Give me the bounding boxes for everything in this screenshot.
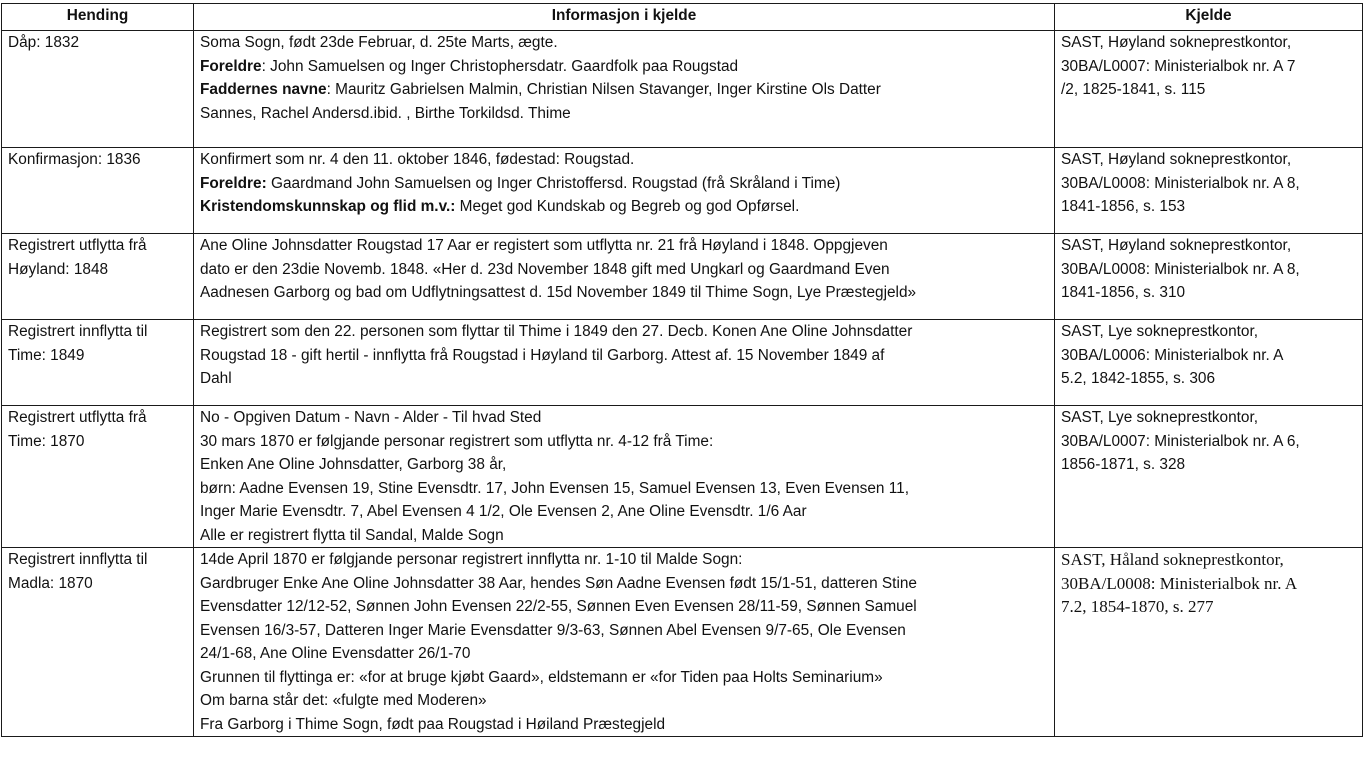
table-row <box>2 234 1363 320</box>
info-text: Alle er registrert flytta til Sandal, Malde Sogn <box>200 526 504 544</box>
info-text: Om barna står det: «fulgte med Moderen» <box>200 692 487 709</box>
info-label: Foreldre <box>200 57 262 75</box>
event-line: Konfirmasjon: 1836 <box>8 151 141 168</box>
info-line <box>200 78 1048 102</box>
info-line <box>200 344 1048 368</box>
info-line <box>200 453 1048 477</box>
event-cell <box>2 148 194 234</box>
info-cell <box>194 31 1055 148</box>
info-line <box>200 595 1048 619</box>
info-line <box>200 406 1048 430</box>
info-text: Aadnesen Garborg og bad om Udflytningsattest d. 15d November 1849 til Thime Sogn, Lye Præstegjeld» <box>200 284 917 301</box>
info-line <box>200 172 1048 196</box>
info-line <box>200 713 1048 737</box>
event-line: Registrert utflytta frå <box>8 409 147 426</box>
info-label: Kristendomskunnskap og flid m.v.: <box>200 198 456 215</box>
info-cell <box>194 548 1055 737</box>
info-line <box>200 689 1048 713</box>
source-line: SAST, Lye sokneprestkontor, <box>1061 323 1259 340</box>
event-line: Høyland: 1848 <box>8 260 109 278</box>
event-line: Madla: 1870 <box>8 574 93 592</box>
source-line: 7.2, 1854-1870, s. 277 <box>1061 597 1214 616</box>
info-text: Soma Sogn, født 23de Februar, d. 25te Marts, ægte. <box>200 34 558 51</box>
event-cell <box>2 406 194 548</box>
info-text: Sannes, Rachel Andersd.ibid. , Birthe Torkildsd. Thime <box>200 104 571 122</box>
table-row <box>2 406 1363 548</box>
records-table <box>1 3 1363 737</box>
info-text: Fra Garborg i Thime Sogn, født paa Rougstad i Høiland Præstegjeld <box>200 715 666 733</box>
source-cell <box>1055 31 1363 148</box>
table-row <box>2 31 1363 148</box>
info-line <box>200 258 1048 282</box>
info-text: Grunnen til flyttinga er: «for at bruge kjøbt Gaard», eldstemann er «for Tiden paa Holts Seminarium» <box>200 668 883 686</box>
info-label: Foreldre: <box>200 174 267 192</box>
info-line <box>200 619 1048 643</box>
info-text: Konfirmert som nr. 4 den 11. oktober 1846, fødestad: Rougstad. <box>200 151 635 168</box>
source-line: SAST, Høyland sokneprestkontor, <box>1061 151 1292 168</box>
source-line: SAST, Lye sokneprestkontor, <box>1061 409 1259 426</box>
event-line: Registrert innflytta til <box>8 323 148 340</box>
info-line <box>200 320 1048 344</box>
info-line <box>200 524 1048 548</box>
event-line: Time: 1849 <box>8 346 85 364</box>
source-cell <box>1055 148 1363 234</box>
info-text: : Mauritz Gabrielsen Malmin, Christian Nilsen Stavanger, Inger Kirstine Ols Datter <box>326 81 881 98</box>
table-row <box>2 548 1363 737</box>
info-text: dato er den 23die Novemb. 1848. «Her d. 23d November 1848 gift med Ungkarl og Gaardmand Even <box>200 260 890 278</box>
info-text: børn: Aadne Evensen 19, Stine Evensdtr. 17, John Evensen 15, Samuel Evensen 13, Even Evensen 11, <box>200 479 910 497</box>
header-row <box>2 4 1363 31</box>
table-row <box>2 320 1363 406</box>
info-cell <box>194 234 1055 320</box>
event-cell <box>2 548 194 737</box>
info-text: Enken Ane Oline Johnsdatter, Garborg 38 år, <box>200 456 507 473</box>
event-line: Registrert utflytta frå <box>8 237 147 254</box>
header-info: Informasjon i kjelde <box>194 4 1055 31</box>
event-cell <box>2 320 194 406</box>
info-text: Ane Oline Johnsdatter Rougstad 17 Aar er registert som utflytta nr. 21 frå Høyland i 1848. Oppgjeven <box>200 237 888 254</box>
info-text: Evensen 16/3-57, Datteren Inger Marie Evensdatter 9/3-63, Sønnen Abel Evensen 9/7-65, Ole Evensen <box>200 621 906 639</box>
info-line <box>200 31 1048 55</box>
info-line <box>200 367 1048 391</box>
info-line <box>200 55 1048 79</box>
info-text: : John Samuelsen og Inger Christophersdatr. Gaardfolk paa Rougstad <box>261 57 739 75</box>
source-line: SAST, Høyland sokneprestkontor, <box>1061 237 1292 254</box>
source-line: 30BA/L0008: Ministerialbok nr. A <box>1061 573 1298 593</box>
info-cell <box>194 148 1055 234</box>
source-line: 30BA/L0008: Ministerialbok nr. A 8, <box>1061 174 1300 192</box>
source-line: 30BA/L0007: Ministerialbok nr. A 6, <box>1061 432 1300 450</box>
event-line: Time: 1870 <box>8 432 85 450</box>
event-cell <box>2 234 194 320</box>
info-text: 24/1-68, Ane Oline Evensdatter 26/1-70 <box>200 645 471 662</box>
info-text: Dahl <box>200 370 232 387</box>
info-line <box>200 148 1048 172</box>
info-line <box>200 642 1048 666</box>
info-line <box>200 195 1048 219</box>
header-event: Hending <box>2 4 194 31</box>
info-line <box>200 500 1048 524</box>
info-line <box>200 102 1048 126</box>
info-text: Gaardmand John Samuelsen og Inger Christoffersd. Rougstad (frå Skråland i Time) <box>266 174 841 192</box>
info-line <box>200 430 1048 454</box>
info-line <box>200 666 1048 690</box>
source-cell <box>1055 234 1363 320</box>
source-line: /2, 1825-1841, s. 115 <box>1061 81 1206 98</box>
header-source: Kjelde <box>1055 4 1363 31</box>
info-cell <box>194 320 1055 406</box>
source-line: SAST, Håland sokneprestkontor, <box>1061 550 1284 569</box>
info-text: Evensdatter 12/12-52, Sønnen John Evensen 22/2-55, Sønnen Even Evensen 28/11-59, Sønnen Samuel <box>200 598 917 615</box>
source-line: 1841-1856, s. 153 <box>1061 198 1186 215</box>
source-line: 30BA/L0008: Ministerialbok nr. A 8, <box>1061 260 1300 278</box>
info-text: Meget god Kundskab og Begreb og god Opførsel. <box>455 198 800 215</box>
event-line: Dåp: 1832 <box>8 34 80 51</box>
info-line <box>200 234 1048 258</box>
source-line: SAST, Høyland sokneprestkontor, <box>1061 34 1292 51</box>
source-line: 5.2, 1842-1855, s. 306 <box>1061 370 1216 387</box>
source-line: 30BA/L0007: Ministerialbok nr. A 7 <box>1061 57 1296 75</box>
event-cell <box>2 31 194 148</box>
source-line: 30BA/L0006: Ministerialbok nr. A <box>1061 346 1284 364</box>
info-text: Registrert som den 22. personen som flyttar til Thime i 1849 den 27. Decb. Konen Ane Oline Johnsdatter <box>200 323 913 340</box>
source-line: 1841-1856, s. 310 <box>1061 284 1186 301</box>
source-cell <box>1055 548 1363 737</box>
source-cell <box>1055 406 1363 548</box>
info-line <box>200 281 1048 305</box>
info-line <box>200 477 1048 501</box>
info-label: Faddernes navne <box>200 81 327 98</box>
info-text: Rougstad 18 - gift hertil - innflytta frå Rougstad i Høyland til Garborg. Attest af. 15 November 1849 af <box>200 346 885 364</box>
info-text: 30 mars 1870 er følgjande personar registrert som utflytta nr. 4-12 frå Time: <box>200 432 714 450</box>
info-text: No - Opgiven Datum - Navn - Alder - Til hvad Sted <box>200 409 542 426</box>
info-cell <box>194 406 1055 548</box>
info-text: Gardbruger Enke Ane Oline Johnsdatter 38 Aar, hendes Søn Aadne Evensen født 15/1-51, datteren Stine <box>200 574 917 592</box>
info-text: Inger Marie Evensdtr. 7, Abel Evensen 4 1/2, Ole Evensen 2, Ane Oline Evensdtr. 1/6 Aar <box>200 503 807 520</box>
event-line: Registrert innflytta til <box>8 551 148 568</box>
info-line <box>200 572 1048 596</box>
info-text: 14de April 1870 er følgjande personar registrert innflytta nr. 1-10 til Malde Sogn: <box>200 551 743 568</box>
source-cell <box>1055 320 1363 406</box>
source-line: 1856-1871, s. 328 <box>1061 456 1186 473</box>
info-line <box>200 548 1048 572</box>
table-row <box>2 148 1363 234</box>
